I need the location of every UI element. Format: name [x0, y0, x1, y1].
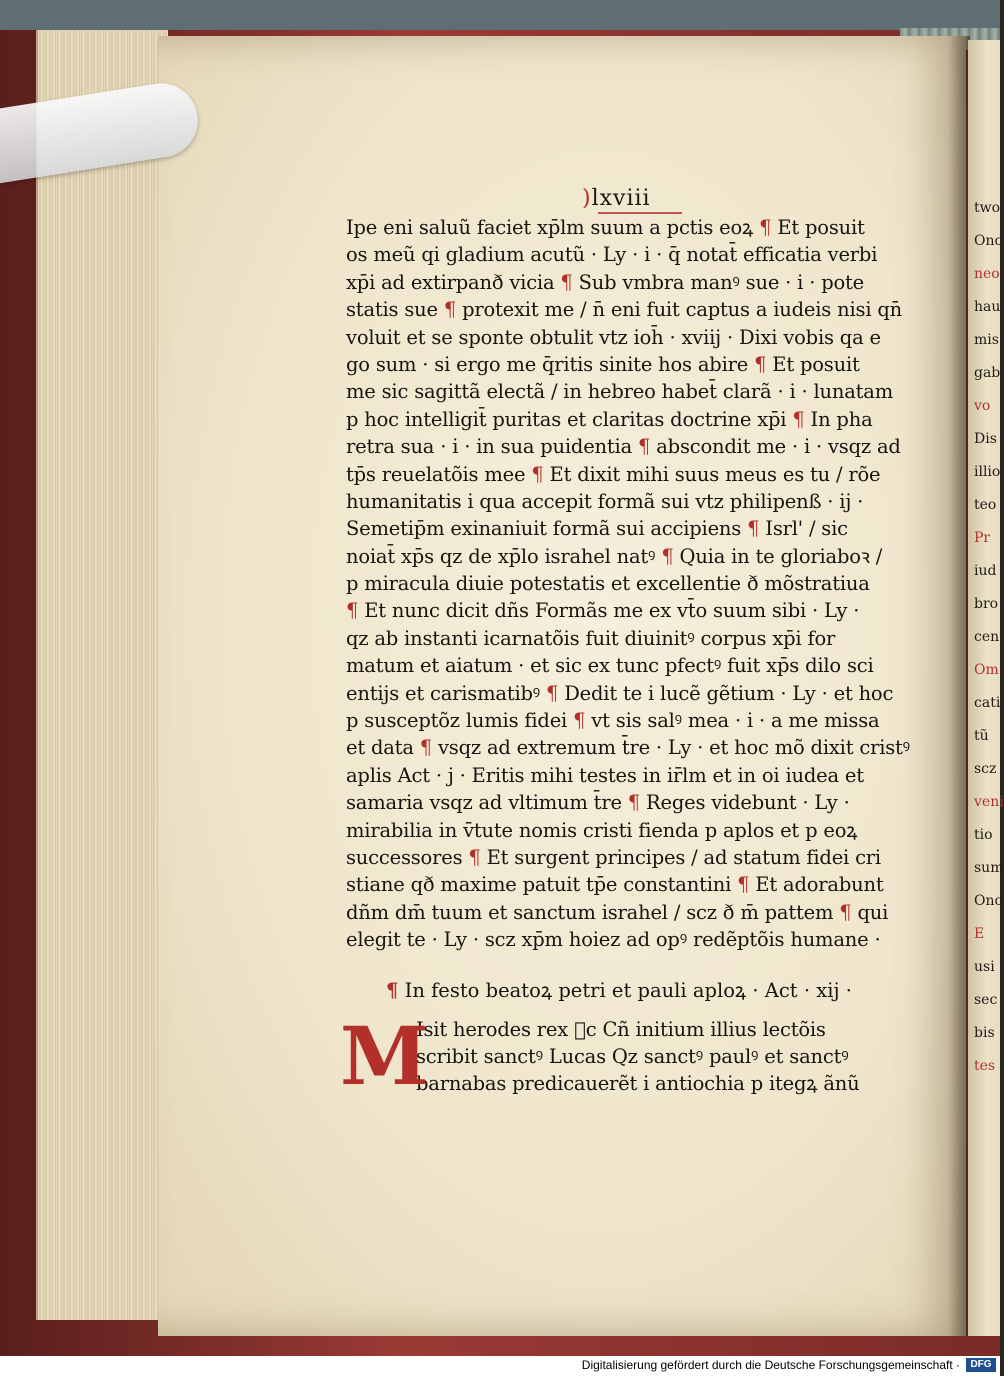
text-line: noiat̄ xp̄s qz de xp̄lo israhel natꝰ ¶ Quia in te gloriaboꝛ /: [346, 544, 883, 568]
text-lines: [346, 214, 912, 954]
decorated-initial: M: [340, 1008, 429, 1103]
text-line: samaria vsqz ad vltimum t̄re ¶ Reges videbunt · Ly ·: [346, 791, 850, 815]
facing-page-fragment: tes: [974, 1058, 996, 1074]
text-line: mirabilia in v̄tute nomis cristi fienda p aplos et p eoꝝ: [346, 818, 858, 842]
text-line: successores ¶ Et surgent principes / ad statum fidei cri: [346, 845, 881, 869]
text-line: statis sue ¶ protexit me / n̄ eni fuit captus a iudeis nisi qn̄: [346, 298, 902, 322]
lesson-lines: [346, 1016, 912, 1098]
facing-page-fragment: bro: [974, 596, 999, 612]
facing-page-fragment: Pr: [974, 530, 991, 546]
text-line: humanitatis i qua accepit formã sui vtz philipenß · ij ·: [346, 489, 864, 513]
facing-page-fragment: gab: [974, 365, 1001, 381]
text-line: me sic sagittã electã / in hebreo habet̄ clarã · i · lunatam: [346, 380, 894, 404]
text-line: dñm dm̄ tuum et sanctum israhel / scz ð m̄ pattem ¶ qui: [346, 900, 889, 924]
funding-credit: Digitalisierung gefördert durch die Deutsche Forschungsgemeinschaft ·: [581, 1358, 960, 1372]
facing-page-fragment: mis: [974, 332, 999, 348]
facing-page-fragment: sum: [974, 860, 1004, 876]
facing-page-fragment: Onc: [974, 233, 1003, 249]
facing-page-fragment: cati: [974, 695, 1001, 711]
folio-rubric-mark: ): [582, 186, 592, 211]
right-page-fragment: [968, 40, 1004, 1336]
text-line: Semetip̄m exinaniuit formã sui accipiens ¶ Isrl' / sic: [346, 517, 848, 541]
section-heading: [386, 976, 912, 1006]
facing-page-fragment: Dis: [974, 431, 997, 447]
gutter-shadow: [948, 36, 970, 1336]
facing-page-fragment: two: [974, 200, 1001, 216]
text-line: xp̄i ad extirpanð vicia ¶ Sub vmbra manꝰ sue · i · pote: [346, 270, 865, 294]
spacer: [346, 954, 912, 976]
facing-page-fragment: veni: [974, 794, 1004, 810]
facing-page-fragment: neo: [974, 266, 1000, 282]
text-line: voluit et se sponte obtulit vtz ioh̄ · xviij · Dixi vobis qa e: [346, 325, 881, 349]
text-line: Ipe eni saluũ faciet xp̄lm suum a pctis eoꝝ ¶ Et posuit: [346, 216, 865, 239]
folio-text: lxviii: [591, 186, 651, 211]
lesson-line: Isit herodes rex ᷣc Cñ initium illius lectõis: [416, 1017, 826, 1041]
lesson-line: barnabas predicauerẽt i antiochia p itegꝝ ãnũ: [416, 1072, 860, 1096]
facing-page-fragment: E: [974, 926, 985, 942]
lesson-line: scribit sanctꝰ Lucas Qz sanctꝰ paulꝰ et sanctꝰ: [416, 1044, 849, 1068]
text-line: os meũ qi gladium acutũ · Ly · i · q̄ notat̄ efficatia verbi: [346, 243, 878, 267]
facing-page-fragment: hau: [974, 299, 1001, 315]
folio-number: [582, 186, 651, 211]
dfg-logo: DFG: [966, 1358, 996, 1372]
facing-page-fragment: vo: [974, 398, 991, 414]
facing-page-fragment: illio: [974, 464, 1001, 480]
facing-page-fragment: bis: [974, 1025, 995, 1041]
facing-page-fragment: tio: [974, 827, 993, 843]
text-line: retra sua · i · in sua puidentia ¶ abscondit me · i · vsqz ad: [346, 435, 901, 459]
main-text-block: [340, 214, 912, 1103]
facing-page-fragment: sec: [974, 992, 998, 1008]
text-line: p miracula diuie potestatis et excellentie ð mõstratiua: [346, 572, 870, 596]
facing-page-fragment: tũ: [974, 728, 989, 744]
facing-page-fragment: Onc: [974, 893, 1003, 909]
facing-page-fragment: usi: [974, 959, 995, 975]
text-line: et data ¶ vsqz ad extremum t̄re · Ly · et hoc mõ dixit cristꝰ: [346, 736, 910, 760]
facing-page-fragment: scz: [974, 761, 997, 777]
text-line: qz ab instanti icarnatõis fuit diuinitꝰ corpus xp̄i for: [346, 626, 836, 650]
text-line: matum et aiatum · et sic ex tunc pfectꝰ fuit xp̄s dilo sci: [346, 654, 874, 678]
text-line: elegit te · Ly · scz xp̄m hoiez ad opꝰ redẽptõis humane ·: [346, 928, 881, 952]
facing-page-fragment: iud: [974, 563, 997, 579]
facing-page-fragment: Om: [974, 662, 999, 678]
text-line: p susceptõz lumis fidei ¶ vt sis salꝰ mea · i · a me missa: [346, 709, 880, 733]
heading-text: ¶ In festo beatoꝝ petri et pauli aploꝝ · Act · xij ·: [386, 978, 852, 1002]
facing-page-fragment: cen: [974, 629, 1000, 645]
lesson-opening: [340, 1008, 912, 1103]
text-line: go sum · si ergo me q̄ritis sinite hos abire ¶ Et posuit: [346, 352, 860, 376]
text-line: entijs et carismatibꝰ ¶ Dedit te i lucẽ gẽtium · Ly · et hoc: [346, 681, 894, 705]
text-line: tp̄s reuelatõis mee ¶ Et dixit mihi suus meus es tu / rõe: [346, 462, 881, 486]
page-stack-edge: [36, 30, 168, 1320]
text-line: aplis Act · j · Eritis mihi testes in ir̄lm et in oi iudea et: [346, 763, 864, 787]
cover-top-edge: [0, 0, 1000, 30]
text-line: stiane qð maxime patuit tp̄e constantini ¶ Et adorabunt: [346, 873, 884, 897]
text-line: ¶ Et nunc dicit dñs Formãs me ex vt̄o suum sibi · Ly ·: [346, 599, 860, 623]
text-line: p hoc intelligit̄ puritas et claritas doctrine xp̄i ¶ In pha: [346, 407, 873, 431]
facing-page-fragment: teo: [974, 497, 997, 513]
